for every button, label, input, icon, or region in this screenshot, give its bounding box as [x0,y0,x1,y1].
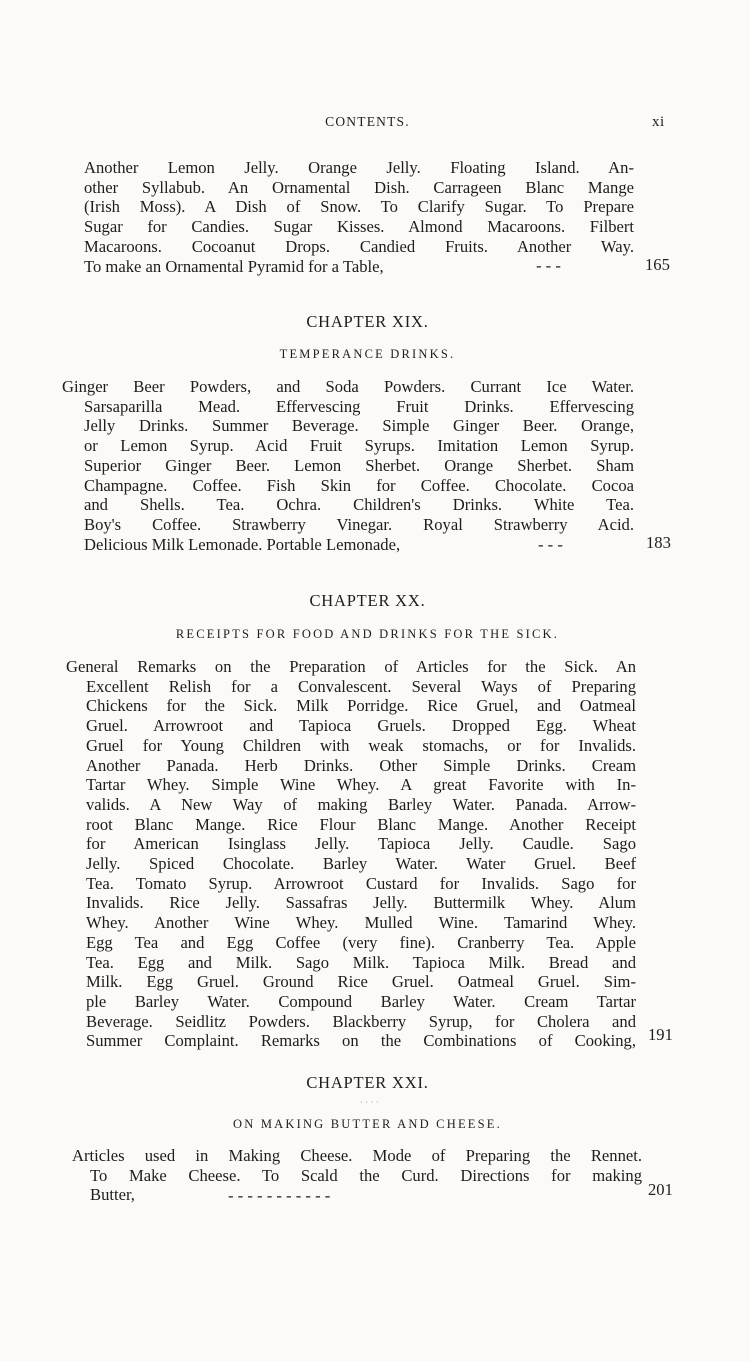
entry-line: Tea. Tomato Syrup. Arrowroot Custard for Invalids. Sago for [86,873,636,893]
dot-leader: - - - [536,256,561,275]
entry-line: Another Panada. Herb Drinks. Other Simple Drinks. Cream [86,755,636,775]
entry-line: or Lemon Syrup. Acid Fruit Syrups. Imitation Lemon Syrup. [84,436,634,456]
entry-line: (Irish Moss). A Dish of Snow. To Clarify Sugar. To Prepare [84,197,634,217]
entry-line: Chickens for the Sick. Milk Porridge. Rice Gruel, and Oatmeal [86,696,636,716]
dot-leader: - - - - - - - - - - - [228,1186,331,1205]
running-head [0,114,750,134]
contents-entry [62,377,634,554]
chapter-subtitle: TEMPERANCE DRINKS. [279,347,456,361]
chapter-subtitle: RECEIPTS FOR FOOD AND DRINKS FOR THE SICK. [175,627,560,641]
entry-line: Egg Tea and Egg Coffee (very fine). Cranberry Tea. Apple [86,932,636,952]
entry-line: Champagne. Coffee. Fish Skin for Coffee. Chocolate. Cocoa [84,475,634,495]
entry-line: root Blanc Mange. Rice Flour Blanc Mange. Another Receipt [86,814,636,834]
entry-line: Tartar Whey. Simple Wine Whey. A great Favorite with In- [86,775,636,795]
page-number: 201 [648,1180,673,1199]
entry-line: To Make Cheese. To Scald the Curd. Directions for making [90,1165,642,1185]
entry-line: for American Isinglass Jelly. Tapioca Jelly. Caudle. Sago [86,834,636,854]
entry-line: Sarsaparilla Mead. Effervescing Fruit Drinks. Effervescing [84,396,634,416]
entry-line: Gruel for Young Children with weak stomachs, or for Invalids. [86,735,636,755]
entry-line: Another Lemon Jelly. Orange Jelly. Floating Island. An- [84,158,634,177]
entry-line: Excellent Relish for a Convalescent. Several Ways of Preparing [86,676,636,696]
entry-line: Whey. Another Wine Whey. Mulled Wine. Tamarind Whey. [86,913,636,933]
entry-line: Beverage. Seidlitz Powders. Blackberry Syrup, for Cholera and [86,1011,636,1031]
running-head-title: CONTENTS. [325,114,410,129]
dot-leader: - - - [538,535,563,554]
entry-line: Jelly Drinks. Summer Beverage. Simple Ginger Beer. Orange, [84,416,634,436]
entry-line: Macaroons. Cocoanut Drops. Candied Fruits. Another Way. [84,236,634,256]
contents-entry [66,657,636,1051]
entry-line: Superior Ginger Beer. Lemon Sherbet. Orange Sherbet. Sham [84,455,634,475]
entry-line: other Syllabub. An Ornamental Dish. Carrageen Blanc Mange [84,177,634,197]
entry-line: To make an Ornamental Pyramid for a Table, [84,256,384,276]
print-speck: · · · · [360,1097,379,1107]
entry-line: Articles used in Making Cheese. Mode of Preparing the Rennet. [72,1146,642,1165]
entry-line: Invalids. Rice Jelly. Sassafras Jelly. Buttermilk Whey. Alum [86,893,636,913]
entry-line: valids. A New Way of making Barley Water. Panada. Arrow- [86,794,636,814]
chapter-heading: CHAPTER XX. [309,591,426,610]
entry-line: Milk. Egg Gruel. Ground Rice Gruel. Oatmeal Gruel. Sim- [86,972,636,992]
page-number: 165 [645,255,670,274]
contents-entry [72,1146,642,1205]
chapter-subtitle: ON MAKING BUTTER AND CHEESE. [233,1117,502,1131]
entry-line: Tea. Egg and Milk. Sago Milk. Tapioca Milk. Bread and [86,952,636,972]
page-number: 183 [646,533,671,552]
entry-line: and Shells. Tea. Ochra. Children's Drinks. White Tea. [84,495,634,515]
entry-line: Summer Complaint. Remarks on the Combinations of Cooking, [86,1031,636,1051]
entry-line: Delicious Milk Lemonade. Portable Lemonade, [84,534,401,554]
page-number: 191 [648,1025,673,1044]
chapter-heading: CHAPTER XIX. [306,312,429,331]
running-head-page-number: xi [652,114,665,130]
entry-line: Gruel. Arrowroot and Tapioca Gruels. Dropped Egg. Wheat [86,716,636,736]
entry-line: ple Barley Water. Compound Barley Water. Cream Tartar [86,991,636,1011]
entry-line: Boy's Coffee. Strawberry Vinegar. Royal Strawberry Acid. [84,514,634,534]
entry-line: Sugar for Candies. Sugar Kisses. Almond Macaroons. Filbert [84,217,634,237]
entry-line: Butter, [90,1185,135,1205]
entry-line: Ginger Beer Powders, and Soda Powders. Currant Ice Water. [62,377,634,396]
entry-line: General Remarks on the Preparation of Articles for the Sick. An [66,657,636,676]
entry-line: Jelly. Spiced Chocolate. Barley Water. Water Gruel. Beef [86,854,636,874]
chapter-heading: CHAPTER XXI. [306,1073,429,1092]
